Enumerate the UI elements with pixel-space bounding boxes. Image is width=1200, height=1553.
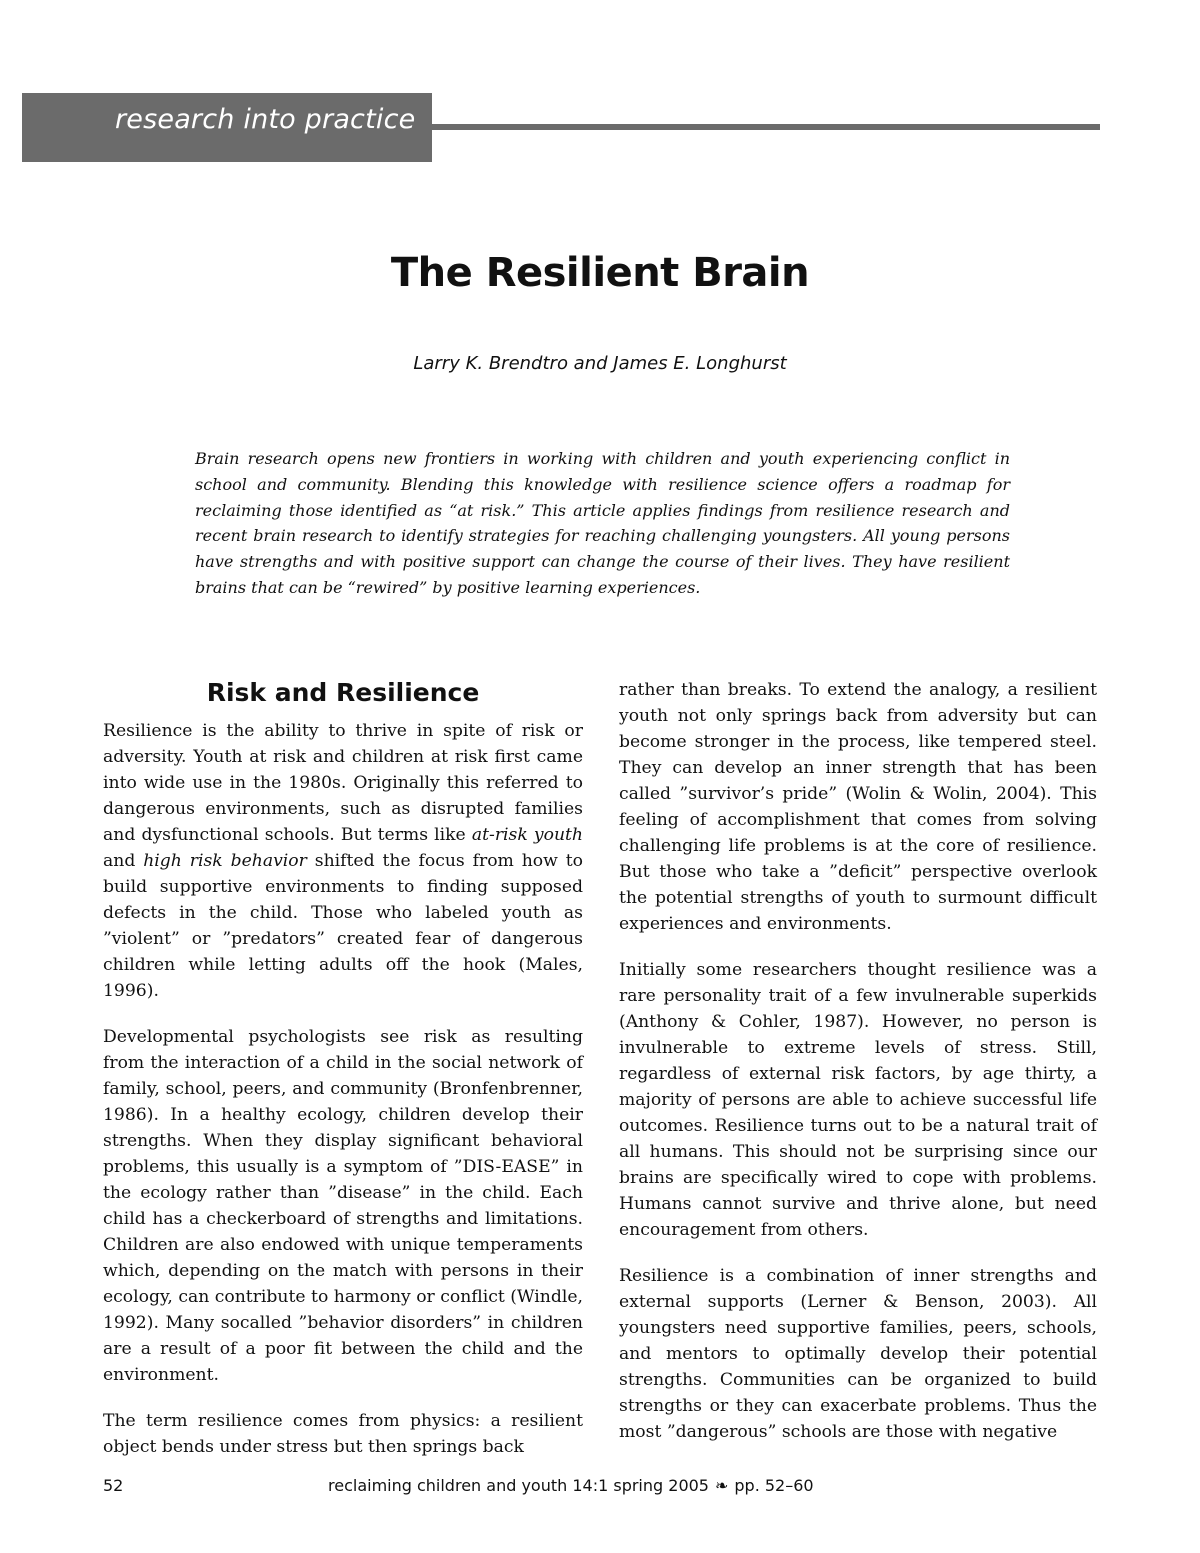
- right-column: [619, 677, 1097, 1465]
- page-range: pp. 52–60: [734, 1476, 814, 1495]
- page-number: 52: [103, 1476, 124, 1495]
- article-abstract: Brain research opens new frontiers in working with children and youth experiencing conflict in school and community. Blending this knowledge with resilience science offers a roadmap for reclaiming those identified as “at risk.” This article applies findings from resilience research and recent brain research to identify strategies for reaching challenging youngsters. All young persons have strengths and with positive support can change the course of their lives. They have resilient brains that can be “rewired” by positive learning experiences.: [195, 449, 1010, 597]
- banner-rule: [432, 124, 1100, 130]
- article-title: The Resilient Brain: [390, 250, 810, 296]
- text-run: Resilience is the ability to thrive in spite of risk or adversity. Youth at risk and children at risk first came into wide use in the 1980s. Originally this referred to dangerous environments, such as disrupted families and dysfunctional schools. But terms like: [103, 721, 583, 845]
- text-run: shifted the focus from how to build supportive environments to finding supposed defects in the child. Those who labeled youth as ”violent” or ”predators” created fear of dangerous children while letting adults off the hook (Males, 1996).: [103, 851, 584, 1001]
- body-paragraph: Developmental psychologists see risk as resulting from the interaction of a child in the social network of family, school, peers, and community (Bronfenbrenner, 1986). In a healthy ecology, children develop their strengths. When they display significant behavioral problems, this usually is a symptom of ”DIS-EASE” in the ecology rather than ”disease” in the child. Each child has a checkerboard of strengths and limitations. Children are also endowed with unique temperaments which, depending on the match with persons in their ecology, can contribute to harmony or conflict (Windle, 1992). Many socalled ”behavior disorders” in children are a result of a poor fit between the child and the environment.: [103, 1027, 583, 1385]
- body-paragraph: [103, 718, 583, 1004]
- section-heading: Risk and Resilience: [206, 678, 480, 707]
- section-label: research into practice: [115, 104, 416, 135]
- body-paragraph: Resilience is a combination of inner strengths and external supports (Lerner & Benson, 2003). All youngsters need supportive families, peers, schools, and mentors to optimally develop their potential strengths. Communities can be organized to build strengths or they can exacerbate problems. Thus the most ”dangerous” schools are those with negative: [619, 1266, 1097, 1442]
- journal-footer: [328, 1476, 814, 1495]
- article-authors: Larry K. Brendtro and James E. Longhurst: [413, 353, 787, 374]
- body-paragraph: Initially some researchers thought resilience was a rare personality trait of a few invulnerable superkids (Anthony & Cohler, 1987). However, no person is invulnerable to extreme levels of stress. Still, regardless of external risk factors, by age thirty, a majority of persons are able to achieve successful life outcomes. Resilience turns out to be a natural trait of all humans. This should not be surprising since our brains are specifically wired to cope with problems. Humans cannot survive and thrive alone, but need encouragement from others.: [619, 960, 1097, 1240]
- body-paragraph: The term resilience comes from physics: a resilient object bends under stress but then springs back: [103, 1411, 583, 1457]
- journal-citation: reclaiming children and youth 14:1 spring 2005: [328, 1476, 709, 1495]
- italic-term: high risk behavior: [143, 851, 307, 871]
- fleuron-icon: ❧: [714, 1476, 729, 1495]
- left-column: [103, 677, 583, 1480]
- text-run: and: [103, 851, 144, 871]
- italic-term: at-risk youth: [471, 825, 583, 845]
- body-paragraph: rather than breaks. To extend the analogy, a resilient youth not only springs back from adversity but can become stronger in the process, like tempered steel. They can develop an inner strength that has been called ”survivor’s pride” (Wolin & Wolin, 2004). This feeling of accomplishment that comes from solving challenging life problems is at the core of resilience. But those who take a ”deficit” perspective overlook the potential strengths of youth to surmount difficult experiences and environments.: [619, 680, 1097, 934]
